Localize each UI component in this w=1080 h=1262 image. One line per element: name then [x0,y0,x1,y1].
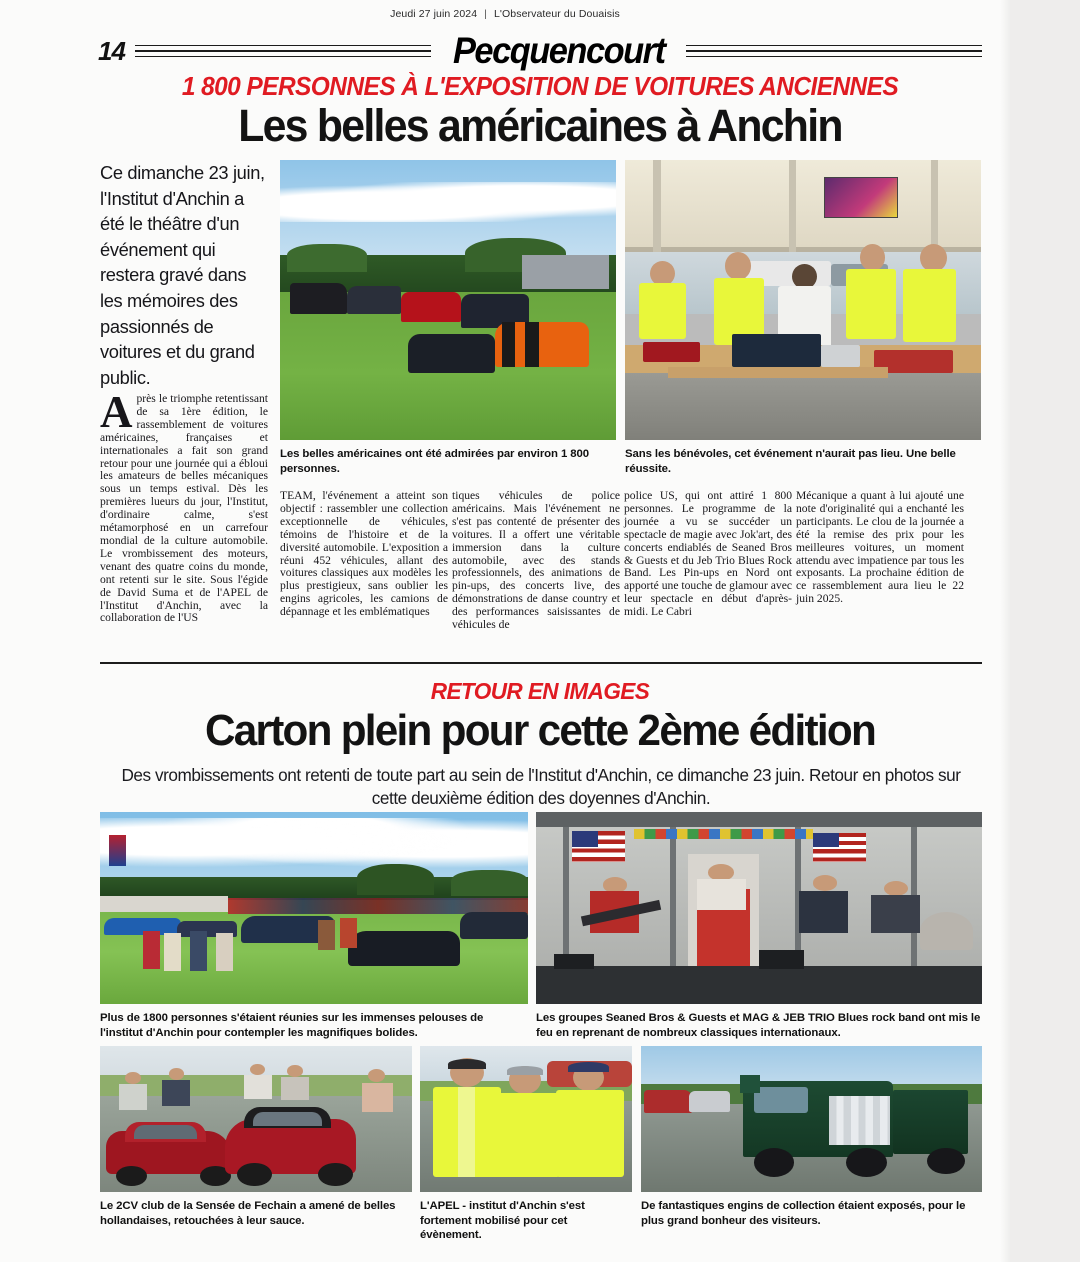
masthead-rule-left [135,45,431,57]
caption-apel: L'APEL - institut d'Anchin s'est fortement mobilisé pour cet évènement. [420,1200,585,1242]
article1-column-2-text: TEAM, l'événement a atteint son objectif : rassembler une collection exceptionnelle de véhicules, témoins de l'histoire et de la diversité automobile. L'exposition a réuni 452 véhicules, allant des voitures classiques aux modèles les plus prestigieux, sans oublier les engins agricoles, les camions de dépannage et les emblématiques [280,489,448,619]
article1-column-3 [452,490,620,632]
article1-column-1 [100,387,268,625]
caption-volunteers: Sans les bénévoles, cet événement n'aurait pas lieu. Une belle réussite. [625,448,956,475]
section-divider [100,662,982,664]
article1-column-3-text: tiques véhicules de police américains. Mais l'événement ne s'est pas contenté de présenter des voitures. Il a offert une véritable immersion dans la culture automobile, avec des stands professionnels, des animations de pin-ups, des concerts live, des démonstrations de danse country et des performances saisissantes de véhicules de [452,489,620,632]
town-title: Pecquencourt [452,30,665,71]
photo-lawn [100,812,528,1004]
photo-volunteers [625,160,981,440]
caption-lawn: Plus de 1800 personnes s'étaient réunies sur les immenses pelouses de l'institut d'Anchin pour contempler les magnifiques bolides. [100,1012,484,1039]
caption-cars-top: Les belles américaines ont été admirées par environ 1 800 personnes. [280,448,589,475]
photo-2cv [100,1046,412,1192]
photo-apel [420,1046,632,1192]
article1-column-4-text: police US, qui ont attiré 1 800 personnes. Le programme de la journée a vu se succéder un spectacle de magie avec Jok'art, des concerts endiablés de Seaned Bros & Guests et du Jeb Trio Blues Rock Band. Les Pin-ups en Nord ont apporté une touche de glamour avec leur spectacle en début d'après-midi. Le Cabri [624,489,792,619]
article1-lead: Ce dimanche 23 juin, l'Institut d'Anchin a été le théâtre d'un événement qui restera gravé dans les mémoires des passionnés de voitures et du grand public. [100,162,265,388]
masthead [98,30,982,72]
caption-truck: De fantastiques engins de collection étaient exposés, pour le plus grand bonheur des visiteurs. [641,1200,966,1227]
caption-2cv: Le 2CV club de la Sensée de Fechain a amené de belles hollandaises, retouchées à leur sauce. [100,1200,396,1227]
photo-truck [641,1046,982,1192]
runhead-publication: L'Observateur du Douaisis [493,8,620,20]
article1-column-4 [624,490,792,619]
running-head [0,8,1010,20]
article2-headline: Carton plein pour cette 2ème édition [204,706,876,755]
photo-band [536,812,982,1004]
article2-kicker: RETOUR EN IMAGES [430,678,650,704]
masthead-rule-right [686,45,982,57]
runhead-separator: | [484,8,487,20]
article1-column-5-text: Mécanique a quant à lui ajouté une note d'originalité qui a enchanté les participants. Le clou de la journée a été la remise des prix pour les meilleures voitures, un moment attendu avec impatience par tous les exposants. La prochaine édition de ce rassemblement aura lieu le 22 juin 2025. [796,489,964,606]
page-edge-shadow [1010,0,1080,1262]
photo-cars-top [280,160,616,440]
page-number: 14 [98,35,125,66]
article1-headline: Les belles américaines à Anchin [238,100,842,151]
caption-band: Les groupes Seaned Bros & Guests et MAG & JEB TRIO Blues rock band ont mis le feu en reprenant de nombreux classiques internationaux. [536,1012,981,1039]
article1-kicker: 1 800 PERSONNES À L'EXPOSITION DE VOITURES ANCIENNES [181,73,899,101]
article2-standfirst: Des vrombissements ont retenti de toute part au sein de l'Institut d'Anchin, ce dimanche 23 juin. Retour en photos sur cette deuxième édition des doyennes d'Anchin. [121,765,961,808]
article1-column-2 [280,490,448,619]
article1-column-1-text: Après le triomphe retentissant de sa 1ère édition, le rassemblement de voitures américaines, françaises et internationales a fait son grand retour pour une journée qui a ébloui les amateurs de belles mécaniques sous un temps estival. Dès les premières lueurs du jour, l'Institut, d'ordinaire calme, s'est métamorphosé en un carrefour mondial de la culture automobile. Le vrombissement des moteurs, venant des quatre coins du monde, ont retenti sur le site. Sous l'égide de David Suma et de l'APEL de l'Institut d'Anchin, avec la collaboration de l'US [100,387,268,625]
runhead-date: Jeudi 27 juin 2024 [390,8,478,20]
article1-column-5 [796,490,964,606]
